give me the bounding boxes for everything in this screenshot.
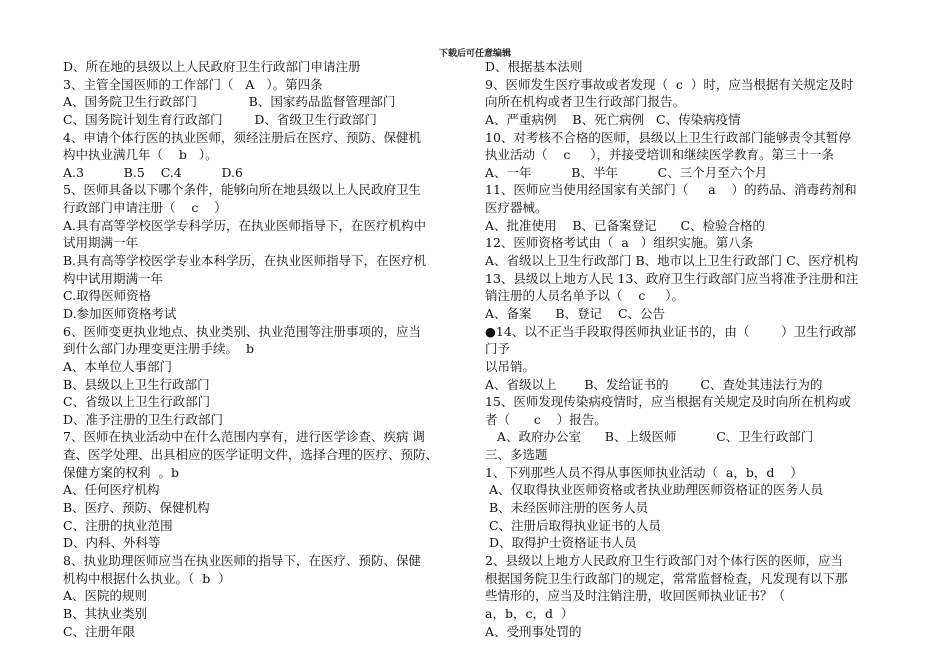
text-line: 保健方案的权利 。b: [63, 464, 179, 480]
text-line: 2、县级以上地方人民政府卫生行政部门对个体行医的医师，应当: [485, 552, 843, 568]
text-line: A、严重病例 B、死亡病例 C、传染病疫情: [485, 111, 741, 127]
text-line: 4、申请个体行医的执业医师，须经注册后在医疗、预防、保健机: [63, 129, 421, 145]
text-line: C、注册后取得执业证书的人员: [485, 517, 662, 533]
text-line: B、未经医师注册的医务人员: [485, 500, 649, 516]
text-line: 试用期满一年: [63, 235, 139, 251]
text-line: 1、下列那些人员不得从事医师执业活动（ a，b，d ）: [485, 464, 803, 480]
text-line: 销注册的人员名单予以（ c ）。: [485, 288, 685, 304]
text-line: C、国务院计划生育行政部门 D、省级卫生行政部门: [63, 111, 377, 127]
text-line: 5、医师具备以下哪个条件，能够向所在地县级以上人民政府卫生: [63, 182, 421, 198]
text-line: 行政部门申请注册（ c ）: [63, 200, 227, 216]
text-line: A.3 B.5 C.4 D.6: [63, 164, 243, 180]
text-line: A、批准使用 B、已备案登记 C、检验合格的: [485, 217, 766, 233]
text-line: B.具有高等学校医学专业本科学历，在执业医师指导下，在医疗机: [63, 253, 427, 269]
page-header: 下载后可任意编辑: [438, 49, 511, 59]
text-line: ●14、以不正当手段取得医师执业证书的，由（ ）卫生行政部: [485, 323, 857, 339]
text-line: D、所在地的县级以上人民政府卫生行政部门申请注册: [63, 59, 361, 74]
text-line: 8、执业助理医师应当在执业医师的指导下，在医疗、预防、保健: [63, 552, 421, 568]
text-line: A、省级以上卫生行政部门 B、地市以上卫生行政部门 C、医疗机构: [485, 253, 859, 269]
text-line: A、国务院卫生行政部门 B、国家药品监督管理部门: [63, 94, 396, 110]
right-column: [485, 58, 905, 640]
text-line: 9、医师发生医疗事故或者发现（ c ）时，应当根据有关规定及时: [485, 76, 854, 92]
text-line: D、根据基本法则: [485, 59, 583, 74]
text-line: 13、县级以上地方人民 13、政府卫生行政部门应当将准予注册和注: [485, 270, 859, 286]
text-line: 构中执业满几年（ b ）。: [63, 147, 218, 163]
text-line: A、仅取得执业医师资格或者执业助理医师资格证的医务人员: [485, 482, 824, 498]
text-line: 12、医师资格考试由（ a ）组织实施。第八条: [485, 235, 754, 251]
text-line: D、准予注册的卫生行政部门: [63, 411, 224, 427]
text-line: 根据国务院卫生行政部门的规定，常常监督检查，凡发现有以下那: [485, 570, 848, 586]
text-line: 执业活动（ c ），并接受培训和继续医学教育。第三十一条: [485, 147, 835, 163]
text-line: C、省级以上卫生行政部门: [63, 394, 211, 410]
text-line: B、其执业类别: [63, 605, 148, 621]
text-line: A、政府办公室 B、上级医师 C、卫生行政部门: [485, 429, 814, 445]
text-line: a，b，c，d ）: [485, 605, 574, 621]
text-line: 向所在机构或者卫生行政部门报告。: [485, 94, 686, 110]
text-line: 构中试用期满一年: [63, 270, 164, 286]
text-line: 10、对考核不合格的医师，县级以上卫生行政部门能够责令其暂停: [485, 129, 851, 145]
text-line: 机构中根据什么执业。（ b ）: [63, 570, 231, 586]
text-line: C、注册的执业范围: [63, 517, 173, 533]
text-line: D.参加医师资格考试: [63, 305, 177, 321]
text-line: 到什么部门办理变更注册手续。 b: [63, 341, 254, 357]
text-line: C、注册年限: [63, 623, 136, 639]
text-line: 11、医师应当使用经国家有关部门（ a ）的药品、消毒药剂和: [485, 182, 857, 198]
text-line: A、医院的规则: [63, 588, 148, 604]
text-line: A、本单位人事部门: [63, 358, 173, 374]
text-line: C.取得医师资格: [63, 288, 152, 304]
text-line: A.具有高等学校医学专科学历，在执业医师指导下，在医疗机构中: [63, 217, 427, 233]
text-line: 以吊销。: [485, 358, 536, 374]
text-line: 三、多选题: [485, 447, 548, 463]
text-line: 医疗器械。: [485, 200, 548, 216]
text-line: 些情形的，应当及时注销注册，收回医师执业证书？（: [485, 588, 786, 604]
text-line: A、受刑事处罚的: [485, 623, 582, 639]
text-line: 门予: [485, 341, 511, 357]
text-line: D、内科、外科等: [63, 535, 161, 551]
text-line: A、备案 B、登记 C、公告: [485, 305, 666, 321]
text-line: 查、医学处理、出具相应的医学证明文件，选择合理的医疗、预防、: [63, 447, 439, 463]
text-line: 15、医师发现传染病疫情时，应当根据有关规定及时向所在机构或: [485, 394, 851, 410]
text-line: A、省级以上 B、发给证书的 C、查处其违法行为的: [485, 376, 823, 392]
text-line: A、任何医疗机构: [63, 482, 160, 498]
text-line: A、一年 B、半年 C、三个月至六个月: [485, 164, 768, 180]
text-line: B、县级以上卫生行政部门: [63, 376, 210, 392]
left-column: [63, 58, 478, 640]
text-line: D、取得护士资格证书人员: [485, 535, 637, 551]
text-line: B、医疗、预防、保健机构: [63, 500, 210, 516]
text-line: 7、医师在执业活动中在什么范围内享有，进行医学诊查、疾病 调: [63, 429, 425, 445]
text-line: 6、医师变更执业地点、执业类别、执业范围等注册事项的，应当: [63, 323, 421, 339]
text-line: 者（ c ）报告。: [485, 411, 607, 427]
text-line: 3、主管全国医师的工作部门（ A ）。第四条: [63, 76, 323, 92]
